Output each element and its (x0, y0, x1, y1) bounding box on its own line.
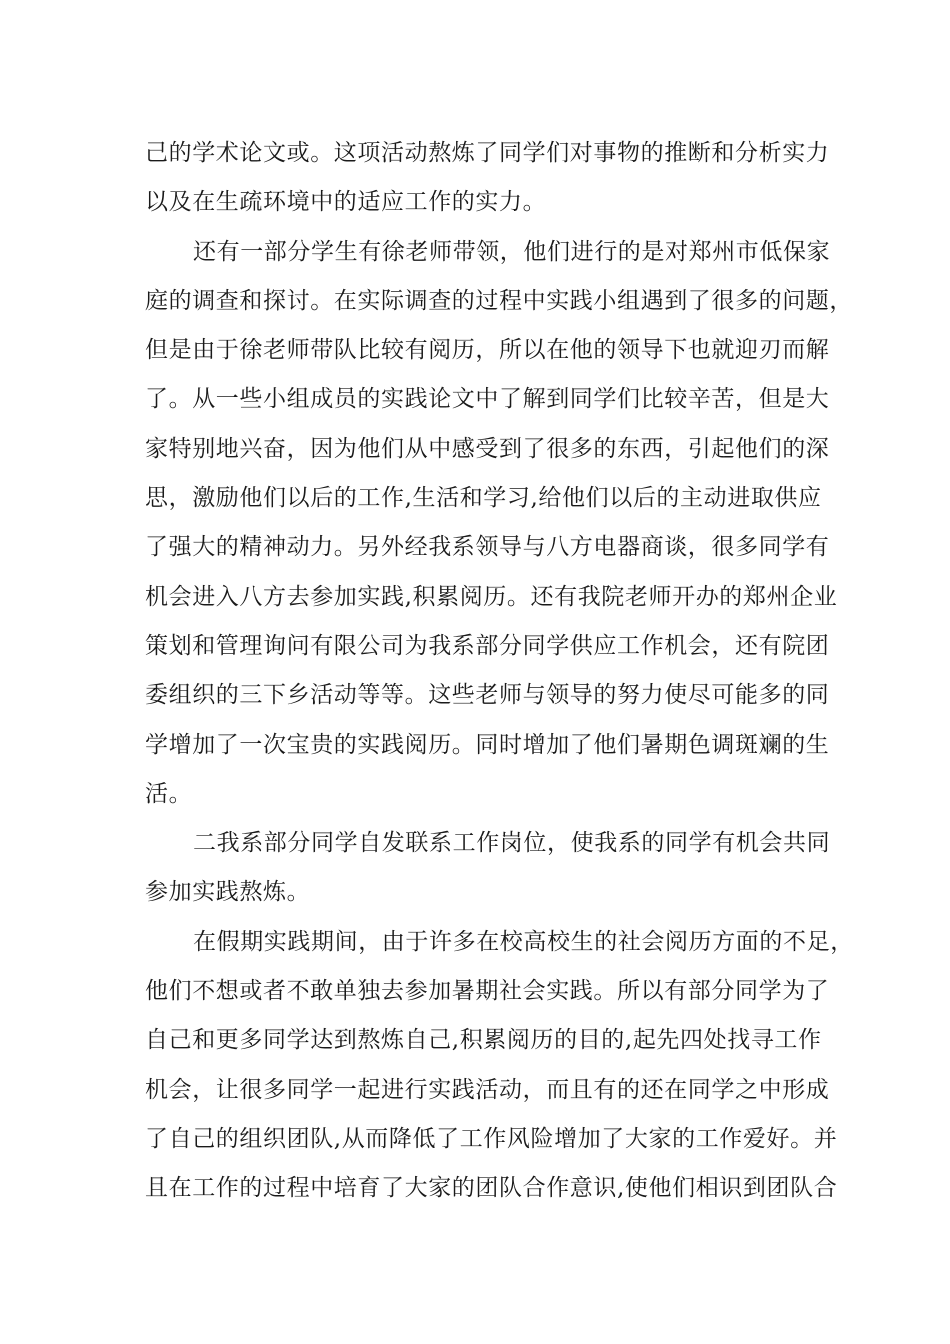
text-line: 思，激励他们以后的工作,生活和学习,给他们以后的主动进取供应 (145, 485, 822, 511)
text-line: 庭的调查和探讨。在实际调查的过程中实践小组遇到了很多的问题， (145, 288, 853, 314)
text-line: 参加实践熬炼。 (145, 879, 311, 905)
paragraph-start-line: 二我系部分同学自发联系工作岗位，使我系的同学有机会共同 (193, 830, 831, 856)
paragraph-start-line: 还有一部分学生有徐老师带领，他们进行的是对郑州市低保家 (193, 239, 831, 265)
text-line: 机会进入八方去参加实践,积累阅历。还有我院老师开办的郑州企业 (145, 584, 838, 610)
text-line: 了。从一些小组成员的实践论文中了解到同学们比较辛苦，但是大 (145, 386, 830, 412)
text-line: 但是由于徐老师带队比较有阅历，所以在他的领导下也就迎刃而解 (145, 337, 830, 363)
paragraph-start-line: 在假期实践期间，由于许多在校高校生的社会阅历方面的不足， (193, 929, 854, 955)
text-line: 活。 (145, 781, 193, 807)
text-line: 以及在生疏环境中的适应工作的实力。 (145, 189, 547, 215)
text-line: 策划和管理询问有限公司为我系部分同学供应工作机会，还有院团 (145, 633, 830, 659)
text-line: 机会，让很多同学一起进行实践活动，而且有的还在同学之中形成 (145, 1077, 830, 1103)
text-line: 他们不想或者不敢单独去参加暑期社会实践。所以有部分同学为了 (145, 978, 830, 1004)
text-line: 学增加了一次宝贵的实践阅历。同时增加了他们暑期色调斑斓的生 (145, 732, 830, 758)
text-line: 了强大的精神动力。另外经我系领导与八方电器商谈，很多同学有 (145, 534, 830, 560)
text-line: 家特别地兴奋，因为他们从中感受到了很多的东西，引起他们的深 (145, 436, 830, 462)
text-line: 自己和更多同学达到熬炼自己,积累阅历的目的,起先四处找寻工作 (145, 1027, 822, 1053)
text-line: 了自己的组织团队,从而降低了工作风险增加了大家的工作爱好。并 (145, 1126, 838, 1152)
text-line: 且在工作的过程中培育了大家的团队合作意识,使他们相识到团队合 (145, 1175, 838, 1201)
text-line: 委组织的三下乡活动等等。这些老师与领导的努力使尽可能多的同 (145, 682, 830, 708)
text-line: 己的学术论文或。这项活动熬炼了同学们对事物的推断和分析实力 (145, 140, 830, 166)
